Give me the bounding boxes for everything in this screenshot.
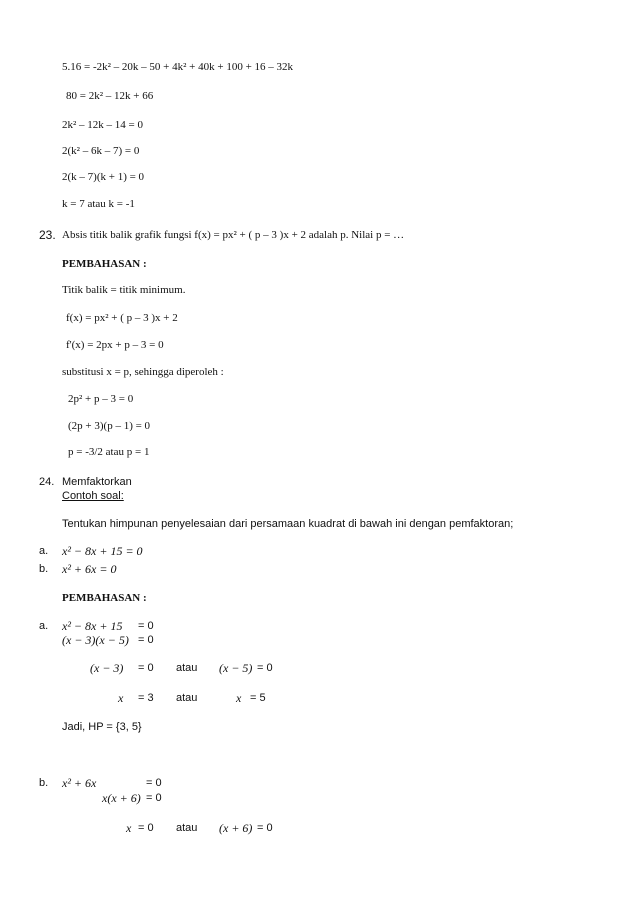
equation-rhs: = 0 bbox=[257, 662, 273, 674]
equation-rhs: = 0 bbox=[138, 822, 154, 834]
item-label: a. bbox=[39, 545, 49, 557]
work-line-1: 5.16 = -2k² – 20k – 50 + 4k² + 40k + 100 + 16 – 32k bbox=[62, 61, 294, 73]
equation: x² + 6x = 0 bbox=[62, 562, 117, 576]
question-number: 24. bbox=[39, 476, 55, 488]
equation-rhs: = 0 bbox=[138, 620, 154, 632]
solution-line: (2p + 3)(p – 1) = 0 bbox=[68, 420, 151, 432]
solution-line: 2p² + p – 3 = 0 bbox=[68, 393, 134, 405]
equation: x bbox=[118, 691, 124, 705]
connector-text: atau bbox=[176, 822, 198, 834]
equation: (x − 5) bbox=[219, 661, 253, 675]
question-number: 23. bbox=[39, 228, 56, 242]
work-line-5: 2(k – 7)(k + 1) = 0 bbox=[62, 171, 145, 183]
equation-rhs: = 0 bbox=[146, 777, 162, 789]
solution-line: substitusi x = p, sehingga diperoleh : bbox=[62, 366, 224, 378]
connector-text: atau bbox=[176, 662, 198, 674]
equation-rhs: = 5 bbox=[250, 692, 266, 704]
work-line-4: 2(k² – 6k – 7) = 0 bbox=[62, 145, 140, 157]
equation: (x + 6) bbox=[219, 821, 253, 835]
work-line-6: k = 7 atau k = -1 bbox=[62, 198, 135, 210]
question-title: Memfaktorkan bbox=[62, 476, 132, 488]
conclusion-text: Jadi, HP = {3, 5} bbox=[62, 721, 142, 733]
question-text: Absis titik balik grafik fungsi f(x) = px² + ( p – 3 )x + 2 adalah p. Nilai p = … bbox=[62, 229, 405, 241]
equation-rhs: = 0 bbox=[257, 822, 273, 834]
work-line-2: 80 = 2k² – 12k + 66 bbox=[66, 90, 154, 102]
equation-rhs: = 0 bbox=[138, 634, 154, 646]
equation: x² − 8x + 15 = 0 bbox=[62, 544, 143, 558]
solution-line: f(x) = px² + ( p – 3 )x + 2 bbox=[66, 312, 178, 324]
equation: x² + 6x bbox=[62, 776, 97, 790]
solution-line: f'(x) = 2px + p – 3 = 0 bbox=[66, 339, 164, 351]
equation: x² − 8x + 15 bbox=[62, 619, 123, 633]
equation: (x − 3)(x − 5) bbox=[62, 633, 129, 647]
equation: x bbox=[126, 821, 132, 835]
equation: x(x + 6) bbox=[102, 791, 141, 805]
section-heading: PEMBAHASAN : bbox=[62, 258, 147, 270]
connector-text: atau bbox=[176, 692, 198, 704]
item-label: b. bbox=[39, 777, 49, 789]
item-label: a. bbox=[39, 620, 49, 632]
equation-rhs: = 3 bbox=[138, 692, 154, 704]
equation-rhs: = 0 bbox=[138, 662, 154, 674]
question-instruction: Tentukan himpunan penyelesaian dari persamaan kuadrat di bawah ini dengan pemfaktoran; bbox=[62, 518, 514, 530]
solution-line: Titik balik = titik minimum. bbox=[62, 284, 186, 296]
equation-rhs: = 0 bbox=[146, 792, 162, 804]
work-line-3: 2k² – 12k – 14 = 0 bbox=[62, 119, 144, 131]
question-subtitle: Contoh soal: bbox=[62, 490, 124, 502]
section-heading: PEMBAHASAN : bbox=[62, 592, 147, 604]
equation: (x − 3) bbox=[90, 661, 124, 675]
solution-line: p = -3/2 atau p = 1 bbox=[68, 446, 150, 458]
item-label: b. bbox=[39, 563, 49, 575]
equation: x bbox=[236, 691, 242, 705]
